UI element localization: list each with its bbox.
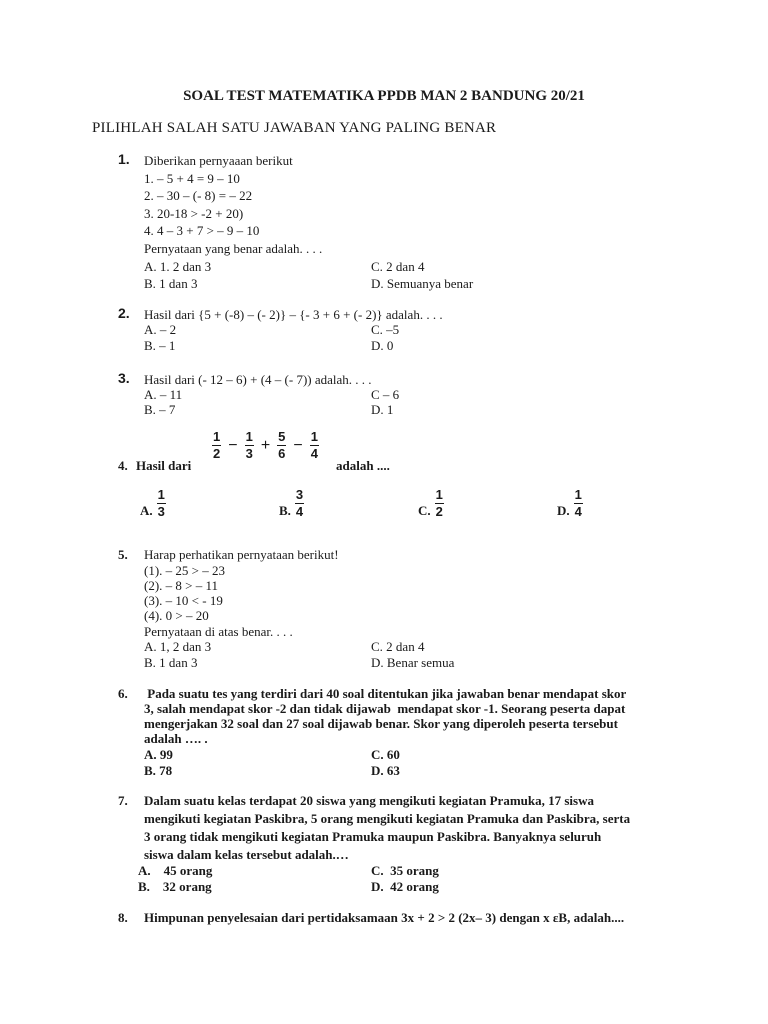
- question-number: 2.: [118, 305, 130, 321]
- question-line: siswa dalam kelas tersebut adalah.…: [144, 847, 349, 862]
- option-d[interactable]: D. 63: [371, 763, 400, 778]
- statement: 2. – 30 – (- 8) = – 22: [144, 188, 253, 203]
- option-a[interactable]: A. – 2: [144, 322, 177, 337]
- fraction: $\frac{1}{4}$: [310, 429, 318, 461]
- option-c[interactable]: C. 35 orang: [371, 863, 439, 878]
- option-d[interactable]: D. Benar semua: [371, 655, 455, 670]
- option-b[interactable]: B. $\frac{3}{4}$: [279, 487, 304, 519]
- statement: 4. 4 – 3 + 7 > – 9 – 10: [144, 223, 260, 238]
- fraction: $\frac{1}{3}$: [157, 487, 165, 519]
- option-b[interactable]: B. 1 dan 3: [144, 276, 198, 291]
- question-number: 5.: [118, 547, 128, 562]
- statement: 1. – 5 + 4 = 9 – 10: [144, 171, 240, 186]
- statement: (4). 0 > – 20: [144, 608, 209, 623]
- option-b[interactable]: B. 78: [144, 763, 173, 778]
- question-number: 6.: [118, 686, 128, 701]
- question-tail: adalah ....: [336, 458, 390, 473]
- option-a[interactable]: A. 45 orang: [138, 863, 213, 878]
- option-d[interactable]: D. $\frac{1}{4}$: [557, 487, 582, 519]
- question-number: 7.: [118, 793, 128, 808]
- question-line: 3, salah mendapat skor -2 dan tidak dijawab mendapat skor -1. Seorang peserta dapat: [144, 701, 626, 716]
- option-a[interactable]: A. 1. 2 dan 3: [144, 259, 212, 274]
- option-c[interactable]: C. $\frac{1}{2}$: [418, 487, 443, 519]
- option-a[interactable]: A. – 11: [144, 387, 183, 402]
- question-number: 3.: [118, 370, 130, 386]
- question-ask: Pernyataan di atas benar. . . .: [144, 624, 293, 639]
- question-stem: Diberikan pernyaaan berikut: [144, 153, 293, 168]
- statement: (3). – 10 < - 19: [144, 593, 223, 608]
- option-c[interactable]: C. 60: [371, 747, 400, 762]
- option-a[interactable]: A. 1, 2 dan 3: [144, 639, 212, 654]
- fraction: $\frac{1}{4}$: [574, 487, 582, 519]
- question-number: 1.: [118, 151, 130, 167]
- option-a[interactable]: A. 99: [144, 747, 173, 762]
- page-title: SOAL TEST MATEMATIKA PPDB MAN 2 BANDUNG 20/21: [183, 88, 585, 104]
- fraction-expression: [212, 430, 319, 461]
- statement: (1). – 25 > – 23: [144, 563, 225, 578]
- question-stem: Hasil dari {5 + (-8) – (- 2)} – {- 3 + 6 + (- 2)} adalah. . . .: [144, 307, 443, 322]
- question-ask: Pernyataan yang benar adalah. . . .: [144, 241, 323, 256]
- option-d[interactable]: D. 42 orang: [371, 879, 439, 894]
- option-d[interactable]: D. Semuanya benar: [371, 276, 474, 291]
- operator: +: [260, 436, 271, 454]
- question-line: 3 orang tidak mengikuti kegiatan Pramuka maupun Paskibra. Banyaknya seluruh: [144, 829, 602, 844]
- question-line: Dalam suatu kelas terdapat 20 siswa yang mengikuti kegiatan Pramuka, 17 siswa: [144, 793, 594, 808]
- question-number: 8.: [118, 910, 128, 925]
- fraction: $\frac{1}{2}$: [213, 429, 221, 461]
- operator: −: [228, 436, 238, 454]
- option-d[interactable]: D. 1: [371, 402, 394, 417]
- question-stem: Himpunan penyelesaian dari pertidaksamaan 3x + 2 > 2 (2x– 3) dengan x εB, adalah....: [144, 910, 625, 925]
- option-b[interactable]: B. 32 orang: [138, 879, 212, 894]
- question-stem: Harap perhatikan pernyataan berikut!: [144, 547, 339, 562]
- option-c[interactable]: C – 6: [371, 387, 400, 402]
- question-number: 4.: [118, 458, 128, 473]
- fraction: $\frac{1}{2}$: [435, 487, 443, 519]
- option-d[interactable]: D. 0: [371, 338, 394, 353]
- fraction: $\frac{3}{4}$: [295, 487, 304, 519]
- fraction: $\frac{1}{3}$: [245, 429, 253, 461]
- option-b[interactable]: B. – 1: [144, 338, 176, 353]
- question-lead: Hasil dari: [136, 458, 192, 473]
- fraction: $\frac{5}{6}$: [278, 429, 286, 461]
- statement: (2). – 8 > – 11: [144, 578, 219, 593]
- statement: 3. 20-18 > -2 + 20): [144, 206, 244, 221]
- question-line: mengerjakan 32 soal dan 27 soal dijawab benar. Skor yang diperoleh peserta tersebut: [144, 716, 618, 731]
- option-c[interactable]: C. 2 dan 4: [371, 259, 425, 274]
- option-a[interactable]: A. $\frac{1}{3}$: [140, 487, 165, 519]
- option-b[interactable]: B. – 7: [144, 402, 176, 417]
- operator: −: [293, 436, 303, 454]
- option-c[interactable]: C. 2 dan 4: [371, 639, 425, 654]
- option-b[interactable]: B. 1 dan 3: [144, 655, 198, 670]
- instruction: PILIHLAH SALAH SATU JAWABAN YANG PALING BENAR: [92, 120, 497, 136]
- question-line: mengikuti kegiatan Paskibra, 5 orang mengikuti kegiatan Pramuka dan Paskibra, serta: [144, 811, 631, 826]
- question-line: Pada suatu tes yang terdiri dari 40 soal ditentukan jika jawaban benar mendapat skor: [144, 686, 627, 701]
- option-c[interactable]: C. –5: [371, 322, 400, 337]
- question-line: adalah …. .: [144, 731, 208, 746]
- question-stem: Hasil dari (- 12 – 6) + (4 – (- 7)) adalah. . . .: [144, 372, 372, 387]
